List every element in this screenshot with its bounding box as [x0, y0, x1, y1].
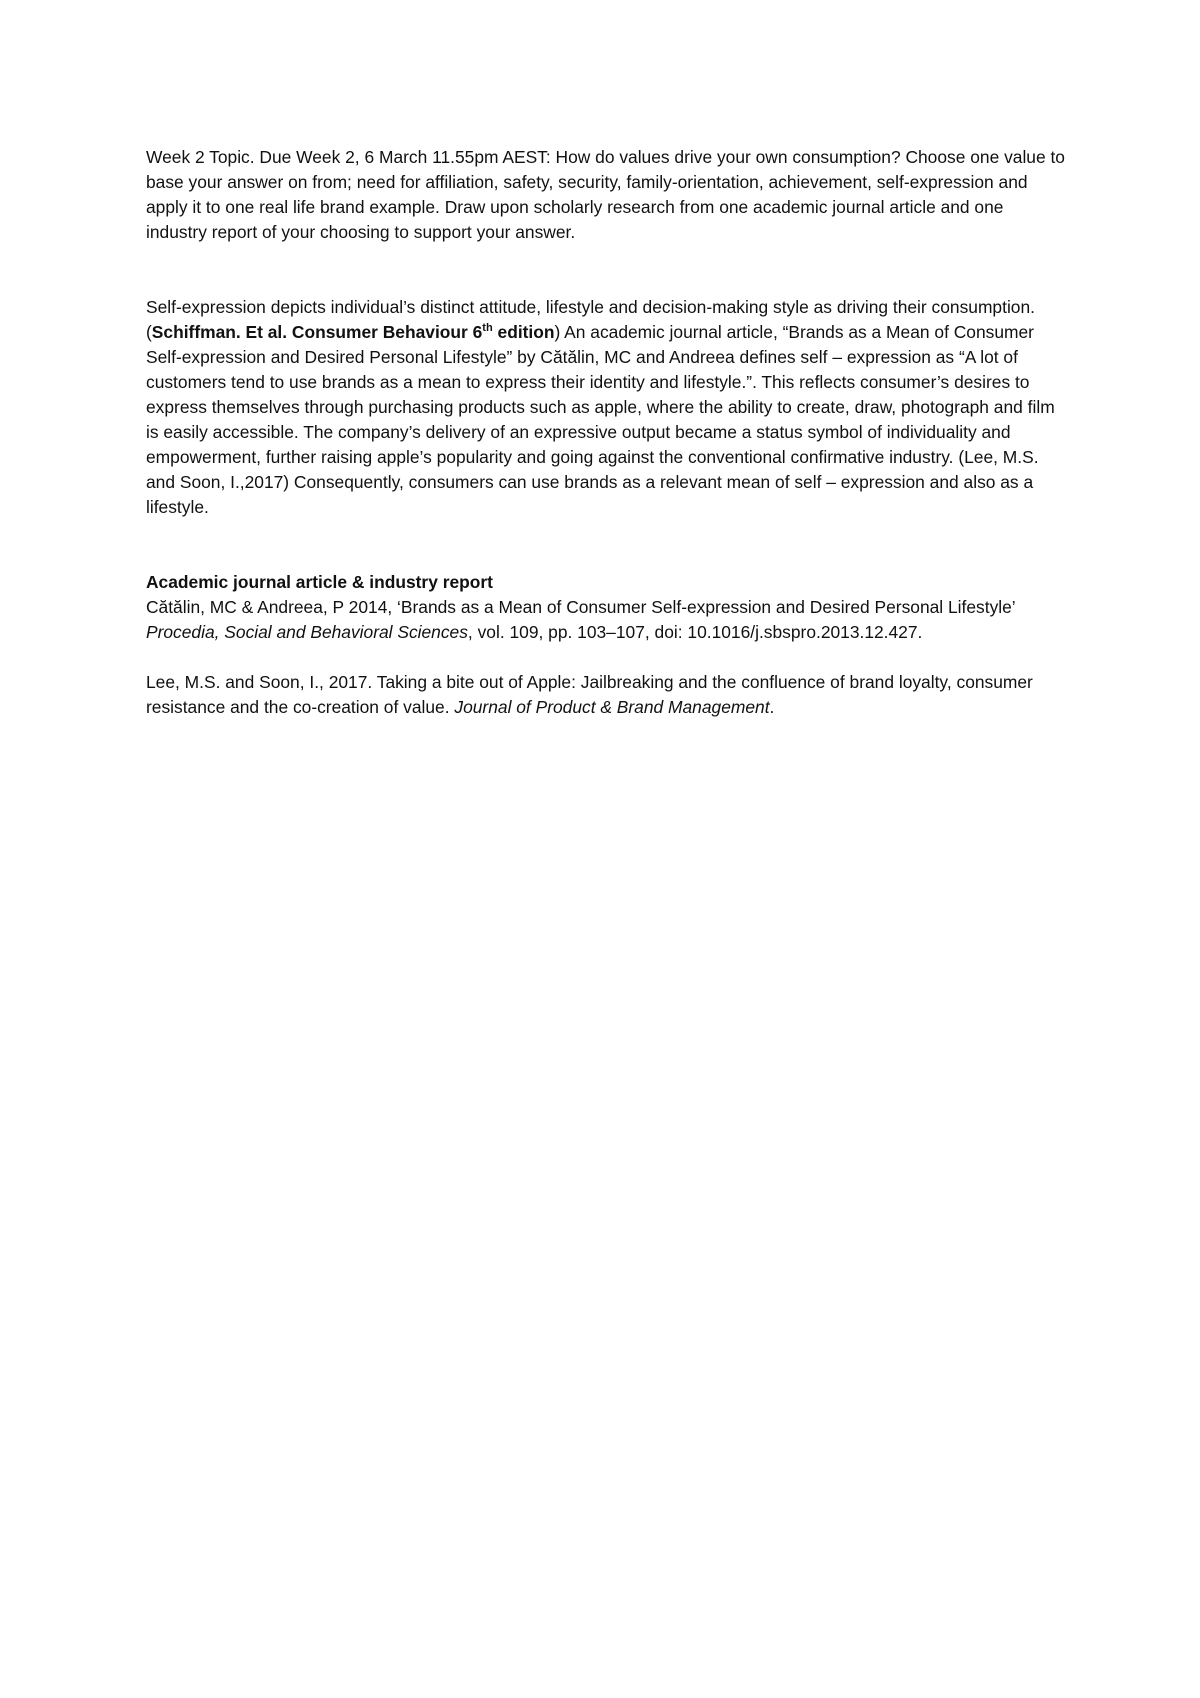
answer-text-end: ) An academic journal article, “Brands as a Mean of Consumer Self-expression and Desired Personal Lifestyle” by Cătălin, MC and Andreea defines self – expression as “A lot of customers tend to use brands as a mean to express their identity and lifestyle.”. This reflects consumer’s desires to express themselves through purchasing products such as apple, where the ability to create, draw, photograph and film is easily accessible. The company’s delivery of an expressive output became a status symbol of individuality and empowerment, further raising apple’s popularity and going against the conventional confirmative industry. (Lee, M.S. and Soon, I.,2017) Consequently, consumers can use brands as a relevant mean of self – expression and also as a lifestyle. [146, 322, 1055, 517]
reference-item [146, 670, 1066, 720]
reference-details: , vol. 109, pp. 103–107, doi: 10.1016/j.sbspro.2013.12.427. [467, 622, 923, 642]
reference-text: Cătălin, MC & Andreea, P 2014, ‘Brands as a Mean of Consumer Self-expression and Desired Personal Lifestyle’ [146, 597, 1016, 617]
textbook-citation-title: Schiffman. Et al. Consumer Behaviour 6 [151, 322, 483, 342]
assignment-prompt: Week 2 Topic. Due Week 2, 6 March 11.55pm AEST: How do values drive your own consumption? Choose one value to base your answer on from; need for affiliation, safety, security, family-orientation, achievement, self-expression and apply it to one real life brand example. Draw upon scholarly research from one academic journal article and one industry report of your choosing to support your answer. [146, 147, 1065, 242]
reference-journal: Procedia, Social and Behavioral Sciences [146, 622, 468, 642]
reference-journal: Journal of Product & Brand Management [454, 697, 770, 717]
reference-item [146, 595, 1066, 645]
reference-details: . [769, 697, 775, 717]
answer-paragraph [146, 295, 1066, 520]
edition-superscript: th [482, 322, 493, 335]
reference-text: Lee, M.S. and Soon, I., 2017. Taking a bite out of Apple: Jailbreaking and the confluence of brand loyalty, consumer resistance and the co-creation of value. [146, 672, 1033, 717]
document-body [146, 145, 1066, 720]
textbook-citation [152, 322, 555, 342]
answer-text-start: Self-expression depicts individual’s distinct attitude, lifestyle and decision-making style as driving their consumption. ( [146, 297, 1035, 342]
textbook-citation-edition: edition [492, 322, 555, 342]
references-heading: Academic journal article & industry report [146, 572, 493, 592]
